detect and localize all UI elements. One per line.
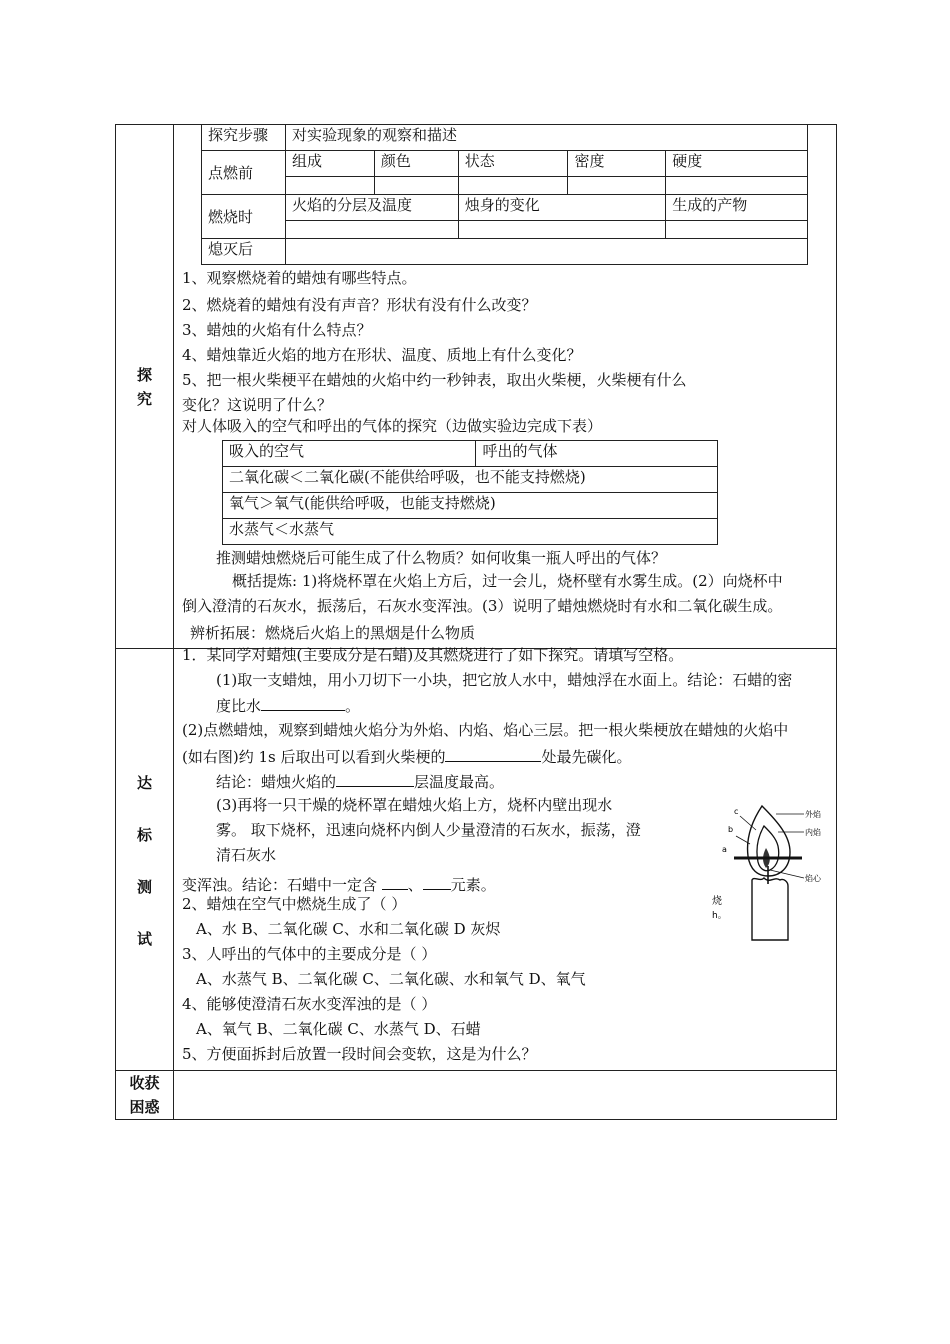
section-label-harvest: 收获 困惑 xyxy=(129,1074,160,1116)
text-fragment: 、 xyxy=(407,876,423,894)
cell-after-extinguish: 熄灭后 xyxy=(202,239,286,265)
figure-side-text-2: h。 xyxy=(712,911,727,921)
text-fragment: 。 xyxy=(345,697,361,715)
test-q1-part3-answer xyxy=(182,873,496,895)
text-fragment: 层温度最高。 xyxy=(414,773,505,791)
test-question-1: 1．某同学对蜡烛(主要成分是石蜡)及其燃烧进行了如下探究。请填写空格。 xyxy=(182,646,684,664)
leader-line xyxy=(770,870,804,878)
blank-cell xyxy=(285,239,807,265)
label-outer-flame: 外焰 xyxy=(805,810,821,819)
test-q1-part2-answer xyxy=(182,745,632,767)
label-a: a xyxy=(722,845,727,854)
text-fragment: 变浑浊。结论：石蜡中一定含 xyxy=(182,876,382,894)
cell-step-header: 探究步骤 xyxy=(202,125,286,151)
candle-diagram xyxy=(712,800,830,952)
blank-cell xyxy=(666,177,808,195)
question-5-continued: 变化？这说明了什么？ xyxy=(182,396,333,414)
infer-text: 推测蜡烛燃烧后可能生成了什么物质？如何收集一瓶人呼出的气体？ xyxy=(216,549,667,567)
row-divider xyxy=(116,1070,836,1071)
text-fragment: 度比水 xyxy=(216,697,262,715)
answer-blank[interactable] xyxy=(423,873,451,890)
answer-blank[interactable] xyxy=(445,745,541,762)
answer-blank[interactable] xyxy=(382,873,408,890)
text-fragment: (如右图)约 1s 后取出可以看到火柴梗的 xyxy=(182,748,446,766)
test-question-3-options: A、水蒸气 B、二氧化碳 C、二氧化碳、水和氧气 D、氧气 xyxy=(196,970,586,988)
text-fragment: 结论：蜡烛火焰的 xyxy=(216,773,337,791)
cell-state: 状态 xyxy=(458,151,568,177)
section-label-explore: 探 究 xyxy=(136,366,152,408)
breath-heading: 对人体吸入的空气和呼出的气体的探究（边做实验边完成下表） xyxy=(182,417,603,435)
test-q1-part3-line3: 清石灰水 xyxy=(216,846,277,864)
cell-inhaled: 吸入的空气 xyxy=(223,441,476,467)
question-2: 2、燃烧着的蜡烛有没有声音？形状有没有什么改变？ xyxy=(182,296,537,314)
blank-cell xyxy=(666,221,808,239)
question-4: 4、蜡烛靠近火焰的地方在形状、温度、质地上有什么变化？ xyxy=(182,346,582,364)
summary-line-1: 概括提炼: 1)将烧杯罩在火焰上方后，过一会儿，烧杯壁有水雾生成。(2）向烧杯中 xyxy=(232,572,783,590)
cell-exhaled: 呼出的气体 xyxy=(476,441,718,467)
cell-co2-compare: 二氧化碳＜二氧化碳(不能供给呼吸，也不能支持燃烧) xyxy=(223,467,718,493)
text-fragment: 元素。 xyxy=(450,876,496,894)
cell-products: 生成的产物 xyxy=(666,195,808,221)
outer-flame-shape xyxy=(748,806,790,876)
test-q1-part2: (2)点燃蜡烛，观察到蜡烛火焰分为外焰、内焰、焰心三层。把一根火柴梗放在蜡烛的火焰中 xyxy=(182,721,789,739)
answer-blank[interactable] xyxy=(336,770,414,787)
test-question-4: 4、能够使澄清石灰水变浑浊的是（ ） xyxy=(182,995,437,1013)
test-q1-conclusion xyxy=(216,770,504,792)
observation-table xyxy=(201,124,808,265)
cell-vapor-compare: 水蒸气＜水蒸气 xyxy=(223,519,718,545)
cell-before-lighting: 点燃前 xyxy=(202,151,286,195)
blank-cell xyxy=(458,221,665,239)
cell-hardness: 硬度 xyxy=(666,151,808,177)
question-3: 3、蜡烛的火焰有什么特点？ xyxy=(182,321,372,339)
cell-color: 颜色 xyxy=(374,151,458,177)
test-question-2-options: A、水 B、二氧化碳 C、水和二氧化碳 D 灰烬 xyxy=(196,920,501,938)
cell-flame-layers: 火焰的分层及温度 xyxy=(285,195,458,221)
extend-text: 辨析拓展：燃烧后火焰上的黑烟是什么物质 xyxy=(190,624,476,642)
question-5: 5、把一根火柴梗平在蜡烛的火焰中约一秒钟表，取出火柴梗，火柴梗有什么 xyxy=(182,371,687,389)
test-q1-part3-line1: (3)再将一只干燥的烧杯罩在蜡烛火焰上方，烧杯内壁出现水 xyxy=(216,796,613,814)
answer-blank[interactable] xyxy=(261,694,345,711)
cell-observation-header: 对实验现象的观察和描述 xyxy=(285,125,807,151)
label-inner-flame: 内焰 xyxy=(805,828,821,837)
test-question-4-options: A、氧气 B、二氧化碳 C、水蒸气 D、石蜡 xyxy=(196,1020,481,1038)
column-divider xyxy=(173,125,174,1119)
blank-cell xyxy=(285,177,374,195)
question-1: 1、观察燃烧着的蜡烛有哪些特点。 xyxy=(182,269,417,287)
figure-side-text: 烧 xyxy=(712,896,722,907)
candle-body xyxy=(752,878,788,940)
text-fragment: 处最先碳化。 xyxy=(541,748,632,766)
test-question-2: 2、蜡烛在空气中燃烧生成了（ ） xyxy=(182,895,407,913)
leader-line xyxy=(740,816,756,830)
test-q1-part1-answer xyxy=(216,694,360,716)
label-flame-core: 焰心 xyxy=(805,874,821,883)
blank-cell xyxy=(374,177,458,195)
test-q1-part1: (1)取一支蜡烛，用小刀切下一小块，把它放人水中，蜡烛浮在水面上。结论：石蜡的密 xyxy=(216,671,793,689)
blank-cell xyxy=(568,177,666,195)
label-b: b xyxy=(728,825,734,834)
cell-burning: 燃烧时 xyxy=(202,195,286,239)
breath-table xyxy=(222,440,718,545)
summary-line-2: 倒入澄清的石灰水，振荡后，石灰水变浑浊。(3）说明了蜡烛燃烧时有水和二氧化碳生成。 xyxy=(182,597,783,615)
test-q1-part3-line2: 雾。 取下烧杯，迅速向烧杯内倒人少量澄清的石灰水，振荡，澄 xyxy=(216,821,641,839)
test-question-5: 5、方便面拆封后放置一段时间会变软，这是为什么？ xyxy=(182,1045,537,1063)
test-question-3: 3、人呼出的气体中的主要成分是（ ） xyxy=(182,945,437,963)
blank-cell xyxy=(285,221,458,239)
section-label-test: 达 标 测 试 xyxy=(136,774,152,948)
cell-o2-compare: 氧气＞氧气(能供给呼吸，也能支持燃烧) xyxy=(223,493,718,519)
blank-cell xyxy=(458,177,568,195)
candle-flame-figure xyxy=(712,800,830,952)
cell-density: 密度 xyxy=(568,151,666,177)
cell-composition: 组成 xyxy=(285,151,374,177)
label-c: c xyxy=(734,807,739,816)
cell-body-change: 烛身的变化 xyxy=(458,195,665,221)
